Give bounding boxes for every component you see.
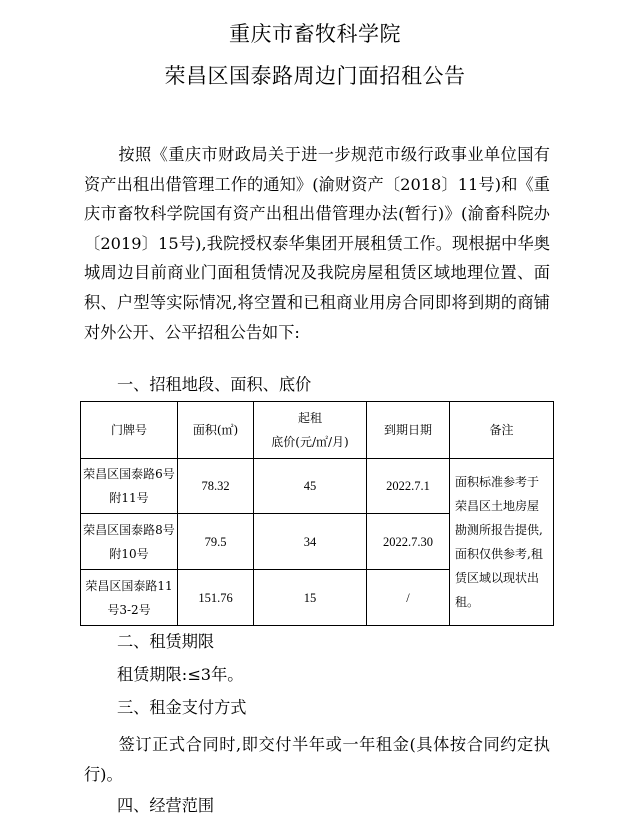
title-institution: 重庆市畜牧科学院 — [229, 22, 401, 46]
cell-price: 45 — [254, 459, 367, 514]
cell-remark: 面积标准参考于荣昌区土地房屋勘测所报告提供,面积仅供参考,租赁区域以现状出租。 — [450, 459, 554, 626]
cell-expiry: / — [367, 570, 450, 626]
section-heading-payment: 三、租金支付方式 — [117, 698, 247, 717]
table-header-row — [81, 402, 554, 459]
cell-price: 15 — [254, 570, 367, 626]
cell-area: 151.76 — [178, 570, 254, 626]
cell-area: 78.32 — [178, 459, 254, 514]
cell-address: 荣昌区国泰路6号附11号 — [81, 459, 178, 514]
intro-text: 按照《重庆市财政局关于进一步规范市级行政事业单位国有资产出租出借管理工作的通知》(渝财资产〔2018〕11号)和《重庆市畜牧科学院国有资产出租出借管理办法(暂行)》(渝畜科院办〔2019〕15号),我院授权泰华集团开展租赁工作。现根据中华奥城周边目前商业门面租赁情况及我院房屋租赁区域地理位置、面积、户型等实际情况,将空置和已租商业用房合同即将到期的商铺对外公开、公平招租公告如下: — [84, 145, 550, 342]
rental-table — [80, 401, 554, 626]
cell-price: 34 — [254, 514, 367, 570]
section-heading-business-scope: 四、经营范围 — [117, 796, 215, 815]
header-price-line2: 底价(元/㎡/月) — [271, 435, 349, 449]
header-price-line1: 起租 — [297, 411, 322, 425]
payment-text: 签订正式合同时,即交付半年或一年租金(具体按合同约定执行)。 — [84, 735, 550, 784]
header-expiry: 到期日期 — [367, 402, 450, 459]
payment-paragraph — [84, 730, 550, 789]
header-price — [254, 402, 367, 459]
cell-expiry: 2022.7.30 — [367, 514, 450, 570]
lease-term-text: 租赁期限:≤3年。 — [117, 665, 244, 684]
title-announcement: 荣昌区国泰路周边门面招租公告 — [164, 64, 466, 88]
cell-area: 79.5 — [178, 514, 254, 570]
cell-expiry: 2022.7.1 — [367, 459, 450, 514]
table-row — [81, 459, 554, 514]
intro-paragraph — [84, 140, 550, 347]
header-address: 门牌号 — [81, 402, 178, 459]
cell-address: 荣昌区国泰路8号附10号 — [81, 514, 178, 570]
section-heading-location: 一、招租地段、面积、底价 — [117, 375, 312, 394]
section-heading-lease-term: 二、租赁期限 — [117, 632, 215, 651]
cell-address: 荣昌区国泰路11号3-2号 — [81, 570, 178, 626]
header-remark: 备注 — [450, 402, 554, 459]
header-area: 面积(㎡) — [178, 402, 254, 459]
